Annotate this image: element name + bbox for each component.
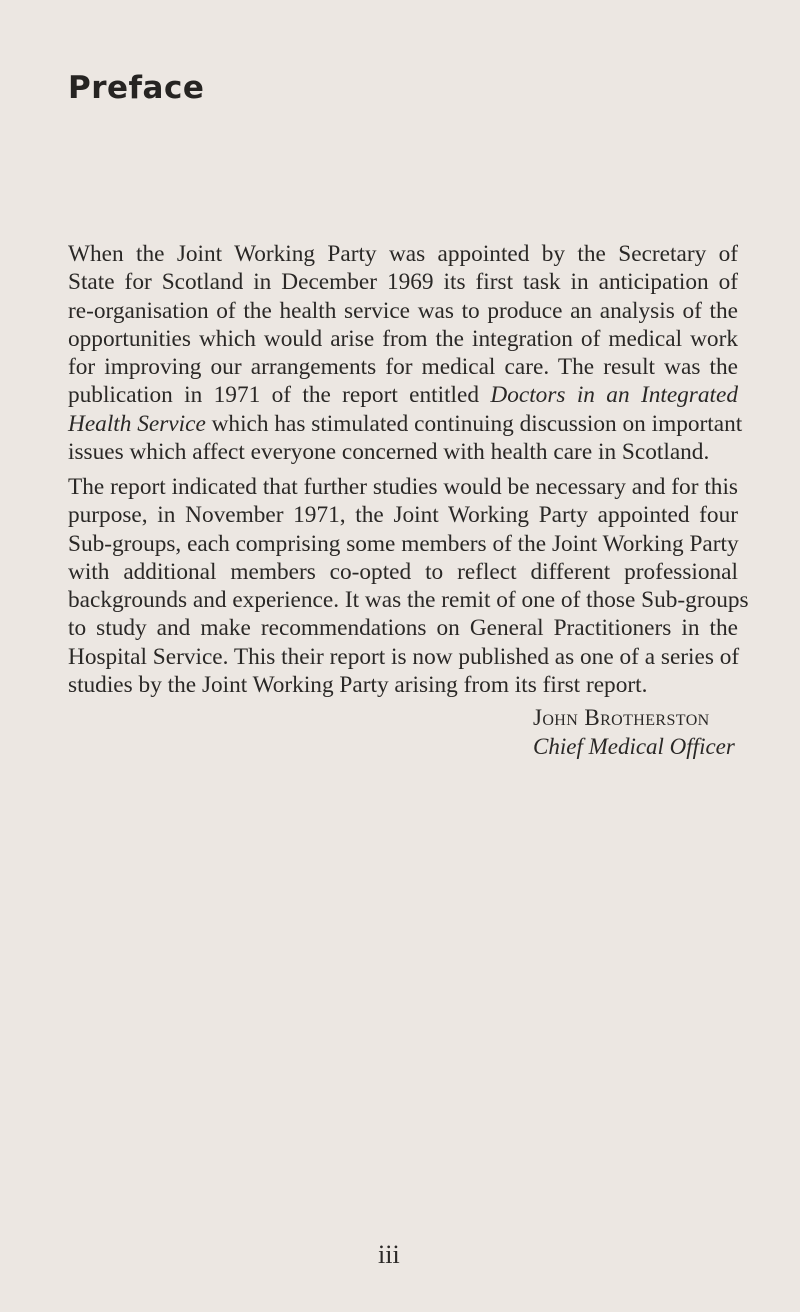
paragraph-line: The report indicated that further studies would be necessary and for this <box>68 474 738 500</box>
signatory-title: Chief Medical Officer <box>533 734 735 759</box>
paragraph-line: Sub-groups, each comprising some members of the Joint Working Party <box>68 530 739 557</box>
preface-paragraph-1 <box>68 240 743 466</box>
paragraph-line: purpose, in November 1971, the Joint Working Party appointed four <box>68 502 738 529</box>
page-title: Preface <box>68 70 205 106</box>
paragraph-line: backgrounds and experience. It was the remit of one of those Sub-groups <box>68 587 749 614</box>
paragraph-line: Hospital Service. This their report is now published as one of a series of <box>68 643 740 670</box>
paragraph-line: for improving our arrangements for medical care. The result was the <box>68 354 738 381</box>
paragraph-line: State for Scotland in December 1969 its first task in anticipation of <box>68 269 738 296</box>
paragraph-line: to study and make recommendations on General Practitioners in the <box>68 615 738 642</box>
signature-block <box>533 703 735 761</box>
page-number: iii <box>378 1240 400 1269</box>
paragraph-line: with additional members co-opted to reflect different professional <box>68 558 738 585</box>
paragraph-line: studies by the Joint Working Party arising from its first report. <box>68 672 648 699</box>
paragraph-line <box>68 410 743 438</box>
report-title-italic: Health Service <box>68 410 206 437</box>
paragraph-text: publication in 1971 of the report entitled <box>68 382 491 409</box>
paragraph-line: issues which affect everyone concerned with health care in Scotland. <box>68 439 710 466</box>
report-title-italic: Doctors in an Integrated <box>490 382 738 409</box>
signatory-name: John Brotherston <box>533 705 710 730</box>
paragraph-line <box>68 381 738 409</box>
paragraph-text: which has stimulated continuing discussion on important <box>205 410 743 437</box>
paragraph-line: When the Joint Working Party was appointed by the Secretary of <box>68 241 738 267</box>
paragraph-line: opportunities which would arise from the integration of medical work <box>68 325 738 352</box>
preface-paragraph-2 <box>68 473 749 699</box>
paragraph-line: re-organisation of the health service was to produce an analysis of the <box>68 297 738 324</box>
